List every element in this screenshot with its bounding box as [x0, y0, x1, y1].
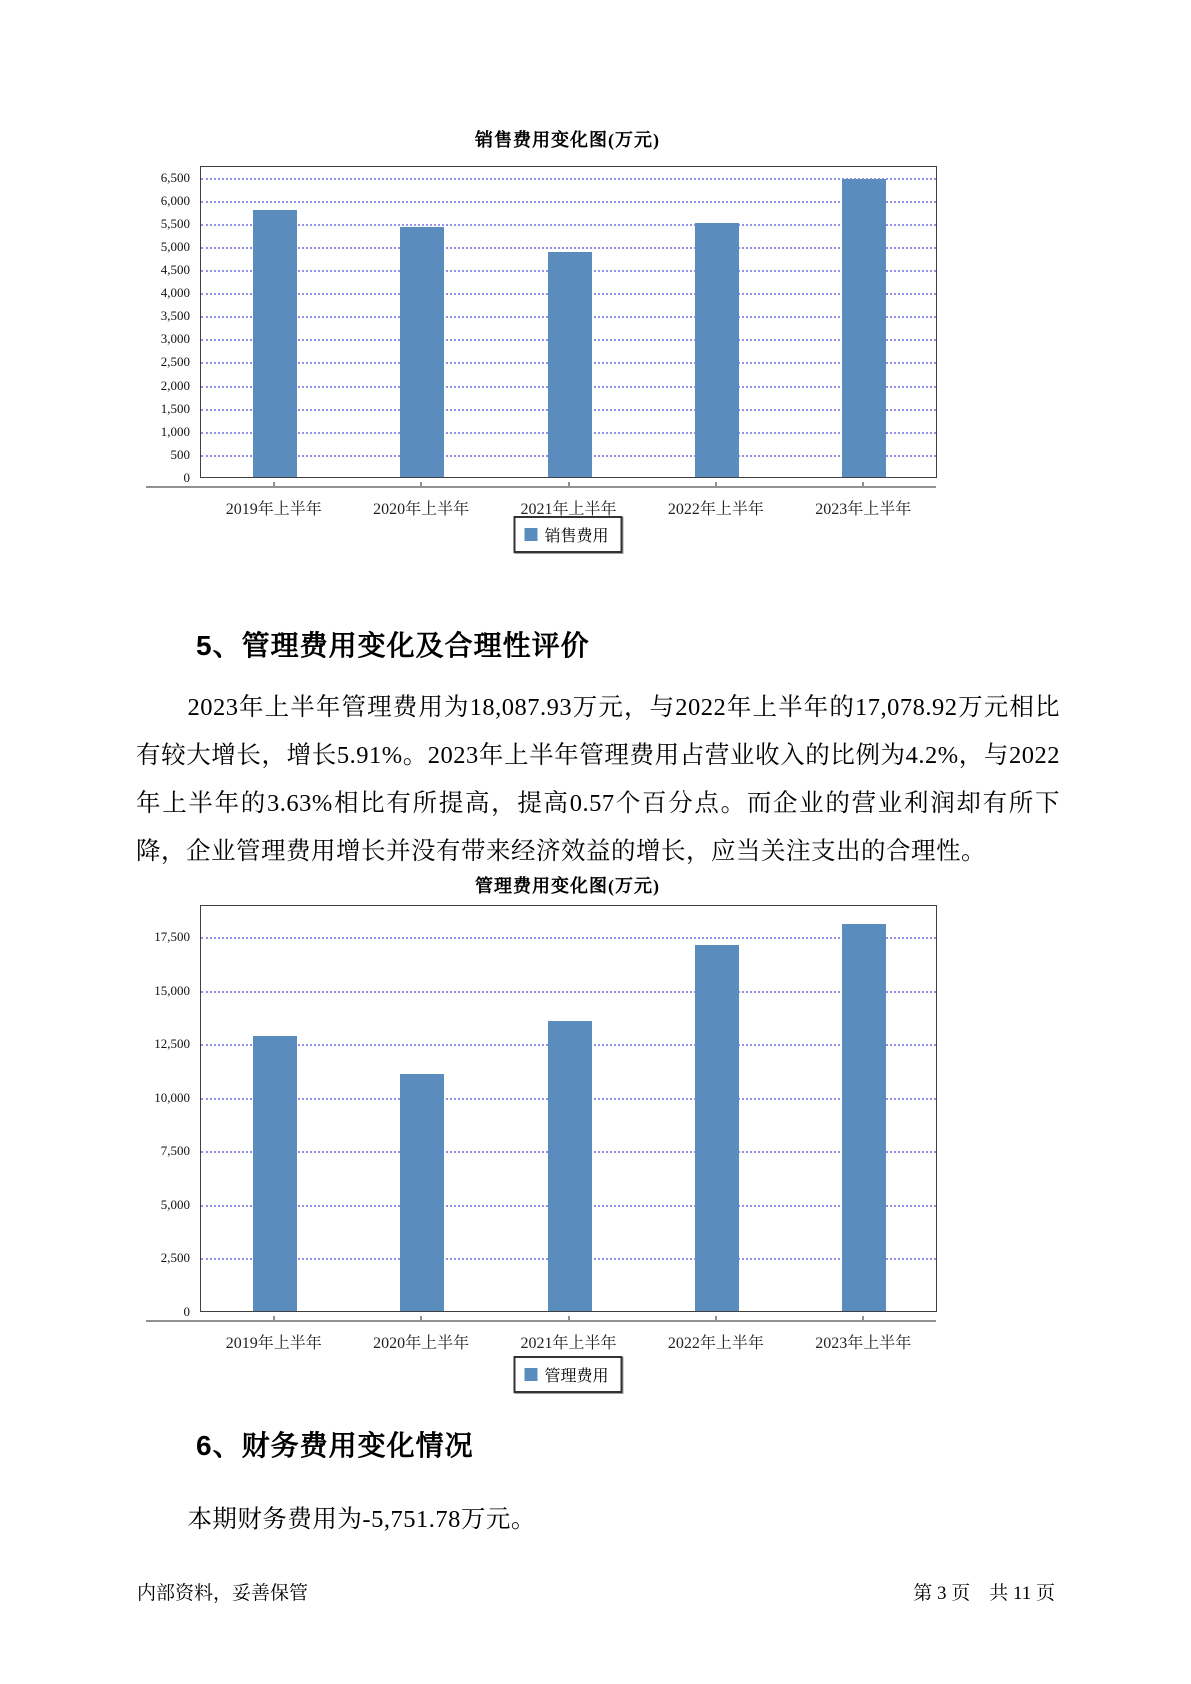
x-axis-tick [420, 1316, 422, 1322]
x-axis-label: 2022年上半年 [667, 1335, 764, 1352]
y-axis-tick-label: 0 [183, 1304, 190, 1319]
y-axis-tick-label: 6,000 [160, 192, 190, 208]
y-axis-tick-label: 12,500 [154, 1036, 190, 1052]
x-axis-tick [568, 1316, 570, 1322]
bar [548, 252, 592, 477]
y-axis-tick-label: 4,500 [160, 262, 190, 277]
y-axis-tick-label: 17,500 [154, 929, 190, 945]
y-axis-tick-label: 2,000 [160, 377, 190, 393]
y-axis-tick-label: 4,000 [160, 285, 190, 301]
x-axis-tick [715, 1316, 717, 1322]
x-axis-line [146, 1320, 936, 1322]
legend-swatch-icon [524, 1368, 537, 1381]
y-axis-tick-label: 15,000 [154, 982, 190, 998]
footer-confidential-note: 内部资料，妥善保管 [137, 1583, 309, 1604]
y-axis-tick-label: 10,000 [154, 1089, 190, 1105]
x-axis-tick [273, 482, 275, 488]
y-axis-tick-label: 0 [183, 470, 190, 485]
x-axis-line [146, 486, 936, 488]
bar [695, 945, 739, 1311]
plot-area [200, 905, 937, 1312]
footer-page-number: 第 3 页 共 11 页 [913, 1583, 1055, 1604]
x-axis-label: 2023年上半年 [815, 501, 912, 518]
x-axis-tick [715, 482, 717, 488]
legend [513, 516, 622, 553]
legend-swatch-icon [524, 528, 537, 541]
x-axis-label: 2020年上半年 [373, 501, 470, 518]
gridline [201, 201, 936, 203]
chart-title: 管理费用变化图(万元) [475, 876, 660, 896]
x-axis-label: 2021年上半年 [520, 501, 617, 518]
plot-area [200, 166, 937, 478]
x-axis-label: 2019年上半年 [225, 501, 322, 518]
x-axis-tick [273, 1316, 275, 1322]
gridline [201, 991, 936, 993]
x-axis-tick [862, 482, 864, 488]
bar [842, 179, 886, 477]
x-axis-label: 2021年上半年 [520, 1335, 617, 1352]
chart-title: 销售费用变化图(万元) [475, 130, 660, 150]
x-axis-tick [862, 1316, 864, 1322]
y-axis-tick-label: 5,000 [160, 238, 190, 254]
bar [400, 1074, 444, 1311]
gridline [201, 247, 936, 249]
gridline [201, 224, 936, 226]
bar [400, 227, 444, 477]
y-axis-tick-label: 6,500 [160, 169, 190, 185]
section-6-heading: 6、财务费用变化情况 [196, 1430, 474, 1461]
x-axis-tick [568, 482, 570, 488]
y-axis-tick-label: 3,000 [160, 331, 190, 347]
section-6-paragraph: 本期财务费用为-5,751.78万元。 [187, 1506, 536, 1533]
x-axis-tick [420, 482, 422, 488]
gridline [201, 178, 936, 180]
legend-label: 销售费用 [544, 528, 609, 545]
section-5-heading: 5、管理费用变化及合理性评价 [196, 630, 590, 661]
legend-label: 管理费用 [544, 1368, 609, 1385]
y-axis-tick-label: 5,500 [160, 215, 190, 231]
bar [548, 1021, 592, 1311]
y-axis-tick-label: 2,500 [160, 354, 190, 370]
bar [253, 1036, 297, 1311]
bar [253, 210, 297, 477]
y-axis-tick-label: 1,000 [160, 423, 190, 439]
y-axis-tick-label: 500 [170, 446, 190, 462]
y-axis-tick-label: 7,500 [160, 1143, 190, 1159]
section-5-paragraph: 2023年上半年管理费用为18,087.93万元，与2022年上半年的17,078.92万元相比有较大增长，增长5.91%。2023年上半年管理费用占营业收入的比例为4.2%，与2022年上半年的3.63%相比有所提高，提高0.57个百分点。而企业的营业利润却有所下降，企业管理费用增长并没有带来经济效益的增长，应当关注支出的合理性。 [136, 694, 1060, 865]
y-axis-tick-label: 2,500 [160, 1250, 190, 1266]
x-axis-label: 2023年上半年 [815, 1335, 912, 1352]
x-axis-label: 2022年上半年 [667, 501, 764, 518]
x-axis-label: 2019年上半年 [225, 1335, 322, 1352]
x-axis-label: 2020年上半年 [373, 1335, 470, 1352]
admin-expense-chart [0, 864, 1191, 1439]
y-axis-tick-label: 5,000 [160, 1196, 190, 1212]
bar [842, 924, 886, 1311]
bar [695, 223, 739, 477]
y-axis-tick-label: 1,500 [160, 400, 190, 416]
sales-expense-chart [0, 122, 1191, 592]
gridline [201, 937, 936, 939]
legend [513, 1356, 622, 1393]
y-axis-tick-label: 3,500 [160, 308, 190, 324]
